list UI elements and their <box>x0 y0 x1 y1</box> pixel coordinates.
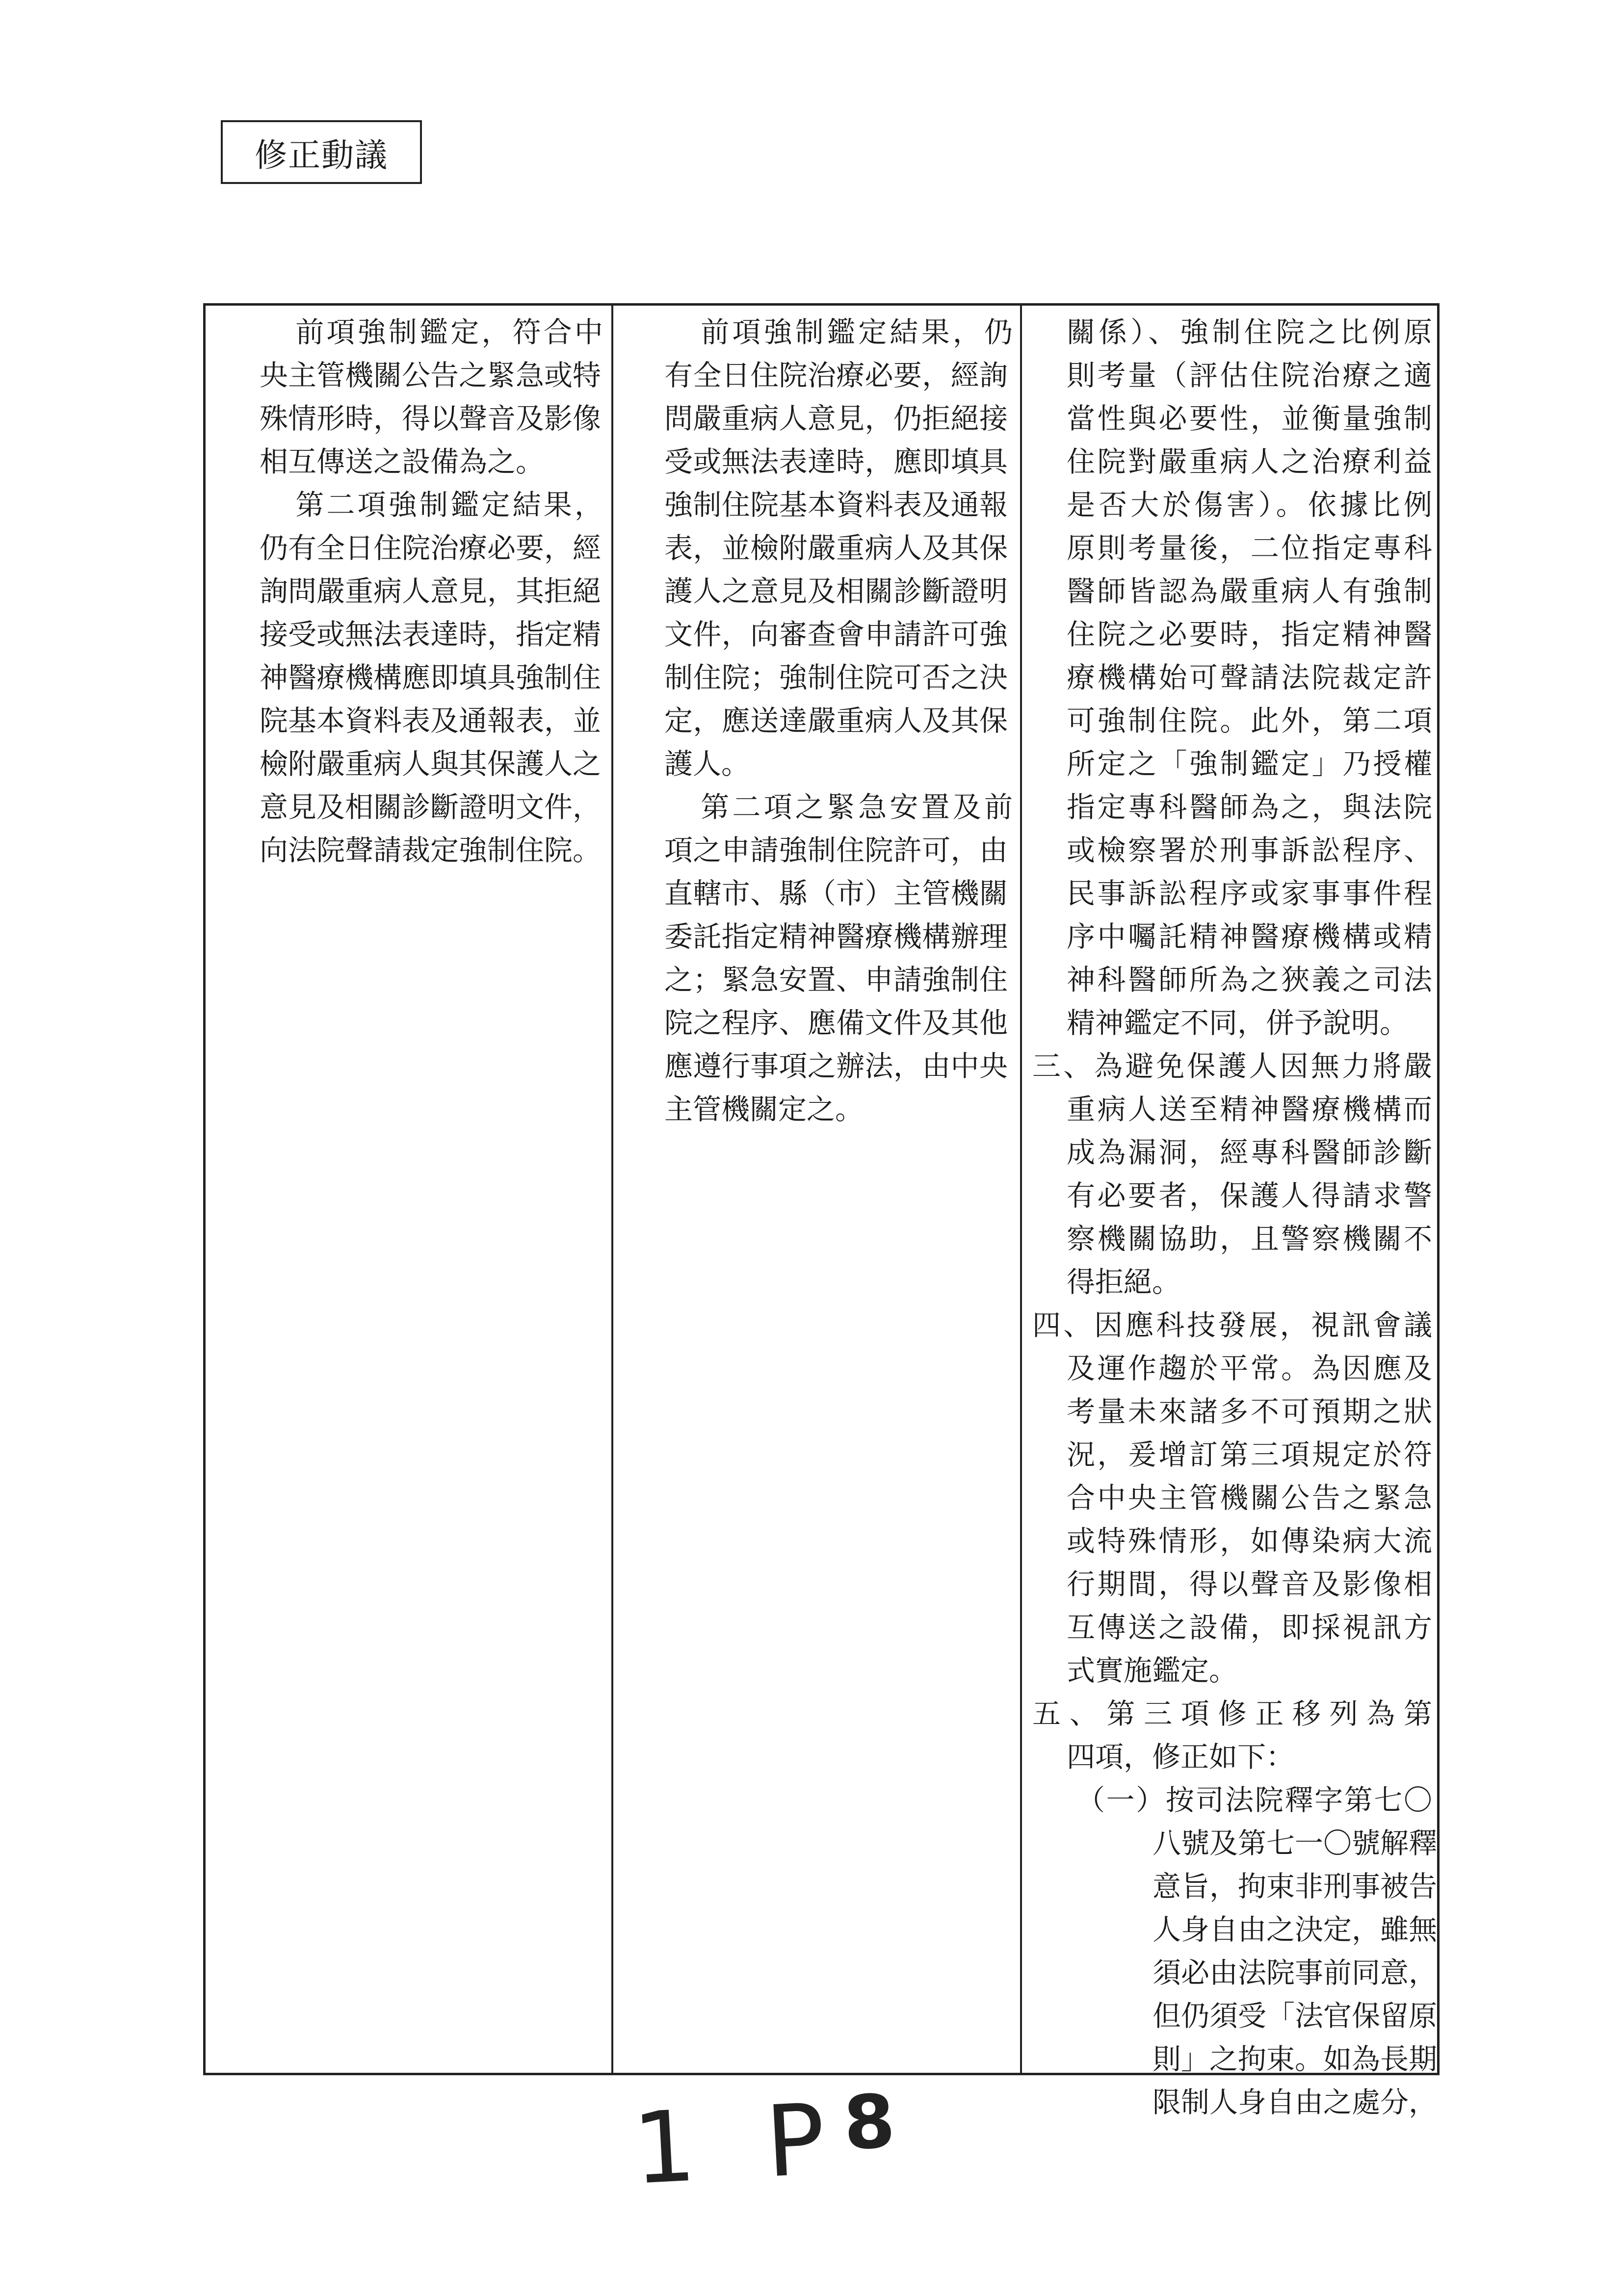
text-line: 表，並檢附嚴重病人及其保 <box>664 531 1008 565</box>
text-line: 須必由法院事前同意， <box>1153 1956 1438 1989</box>
text-line: 得拒絕。 <box>1067 1265 1181 1299</box>
text-line: 有全日住院治療必要，經詢 <box>664 359 1008 392</box>
text-line: 接受或無法表達時，指定精 <box>260 618 602 651</box>
motion-label: 修正動議 <box>255 136 388 174</box>
text-line: 委託指定精神醫療機構辦理 <box>664 920 1008 953</box>
text-line: 強制住院基本資料表及通報 <box>664 488 1008 522</box>
text-line: 受或無法表達時，應即填具 <box>664 445 1008 478</box>
text-line: 則」之拘束。如為長期 <box>1153 2042 1438 2076</box>
text-line: 第二項強制鑑定結果， <box>264 488 603 522</box>
text-line: 限制人身自由之處分， <box>1153 2086 1438 2119</box>
text-line: 醫師皆認為嚴重病人有強制 <box>1067 574 1432 608</box>
text-line: 八號及第七一〇號解釋 <box>1153 1826 1438 1860</box>
text-line: 及運作趨於平常。為因應及 <box>1067 1352 1432 1385</box>
page-mark-main: 1 P <box>630 2081 848 2207</box>
text-line: 當性與必要性，並衡量強制 <box>1067 402 1432 435</box>
text-line: （一）按司法院釋字第七〇 <box>1076 1783 1432 1817</box>
text-line: 四項，修正如下： <box>1067 1740 1295 1774</box>
text-line: 原則考量後，二位指定專科 <box>1067 531 1432 565</box>
column-divider-1 <box>611 306 613 2073</box>
text-line: 住院之必要時，指定精神醫 <box>1067 618 1432 651</box>
text-line: 神科醫師所為之狹義之司法 <box>1067 963 1432 996</box>
text-line: 神醫療機構應即填具強制住 <box>260 661 602 694</box>
text-line: 院基本資料表及通報表，並 <box>260 704 602 737</box>
text-line: 指定專科醫師為之，與法院 <box>1067 790 1432 824</box>
text-line: 合中央主管機關公告之緊急 <box>1067 1481 1432 1514</box>
text-line: 有必要者，保護人得請求警 <box>1067 1179 1432 1212</box>
text-line: 住院對嚴重病人之治療利益 <box>1067 445 1432 478</box>
motion-label-box <box>221 120 422 184</box>
text-line: 所定之「強制鑑定」乃授權 <box>1067 747 1432 781</box>
text-line: 意見及相關診斷證明文件， <box>260 790 602 824</box>
text-line: 人身自由之決定，雖無 <box>1153 1913 1438 1946</box>
text-line: 檢附嚴重病人與其保護人之 <box>260 747 602 781</box>
text-line: 直轄市、縣（市）主管機關 <box>664 877 1008 910</box>
text-line: 意旨，拘束非刑事被告 <box>1153 1870 1438 1903</box>
text-line: 三、為避免保護人因無力將嚴 <box>1032 1049 1432 1083</box>
text-line: 可強制住院。此外，第二項 <box>1067 704 1432 737</box>
text-line: 前項強制鑑定，符合中 <box>264 315 603 349</box>
text-line: 定，應送達嚴重病人及其保 <box>664 704 1008 737</box>
text-line: 相互傳送之設備為之。 <box>260 445 545 478</box>
text-line: 護人。 <box>664 747 750 781</box>
text-line: 問嚴重病人意見，仍拒絕接 <box>664 402 1008 435</box>
text-line: 向法院聲請裁定強制住院。 <box>260 834 602 867</box>
text-line: 互傳送之設備，即採視訊方 <box>1067 1611 1432 1644</box>
text-line: 應遵行事項之辦法，由中央 <box>664 1049 1008 1083</box>
column-divider-2 <box>1020 306 1022 2073</box>
text-line: 行期間，得以聲音及影像相 <box>1067 1567 1432 1601</box>
text-line: 考量未來諸多不可預期之狀 <box>1067 1395 1432 1428</box>
text-line: 第二項之緊急安置及前 <box>669 790 1013 824</box>
text-line: 文件，向審查會申請許可強 <box>664 618 1008 651</box>
text-line: 仍有全日住院治療必要，經 <box>260 531 602 565</box>
text-line: 民事訴訟程序或家事事件程 <box>1067 877 1432 910</box>
page-mark-sup: 8 <box>841 2078 917 2167</box>
text-line: 精神鑑定不同，併予說明。 <box>1067 1006 1409 1040</box>
text-line: 詢問嚴重病人意見，其拒絕 <box>260 574 602 608</box>
text-line: 療機構始可聲請法院裁定許 <box>1067 661 1432 694</box>
text-line: 則考量（評估住院治療之適 <box>1067 359 1432 392</box>
text-line: 況，爰增訂第三項規定於符 <box>1067 1438 1432 1471</box>
text-line: 殊情形時，得以聲音及影像 <box>260 402 602 435</box>
text-line: 前項強制鑑定結果，仍 <box>669 315 1013 349</box>
text-line: 護人之意見及相關診斷證明 <box>664 574 1008 608</box>
text-line: 院之程序、應備文件及其他 <box>664 1006 1008 1040</box>
comparison-table <box>203 303 1440 2119</box>
handwritten-page-mark <box>630 2078 918 2207</box>
text-line: 但仍須受「法官保留原 <box>1153 1999 1438 2033</box>
text-line: 央主管機關公告之緊急或特 <box>260 359 602 392</box>
text-line: 察機關協助，且警察機關不 <box>1067 1222 1432 1255</box>
text-line: 之；緊急安置、申請強制住 <box>664 963 1008 996</box>
text-line: 關係）、強制住院之比例原 <box>1067 315 1432 349</box>
text-line: 重病人送至精神醫療機構而 <box>1067 1093 1432 1126</box>
text-line: 或檢察署於刑事訴訟程序、 <box>1067 834 1432 867</box>
text-line: 是否大於傷害）。依據比例 <box>1067 488 1432 522</box>
text-line: 五、第三項修正移列為第 <box>1032 1697 1432 1730</box>
text-line: 成為漏洞，經專科醫師診斷 <box>1067 1136 1432 1169</box>
text-line: 主管機關定之。 <box>664 1093 864 1126</box>
text-line: 或特殊情形，如傳染病大流 <box>1067 1524 1432 1558</box>
text-line: 項之申請強制住院許可，由 <box>664 834 1008 867</box>
text-line: 式實施鑑定。 <box>1067 1654 1238 1687</box>
text-line: 序中囑託精神醫療機構或精 <box>1067 920 1432 953</box>
text-line: 四、因應科技發展，視訊會議 <box>1032 1308 1432 1342</box>
text-line: 制住院；強制住院可否之決 <box>664 661 1008 694</box>
